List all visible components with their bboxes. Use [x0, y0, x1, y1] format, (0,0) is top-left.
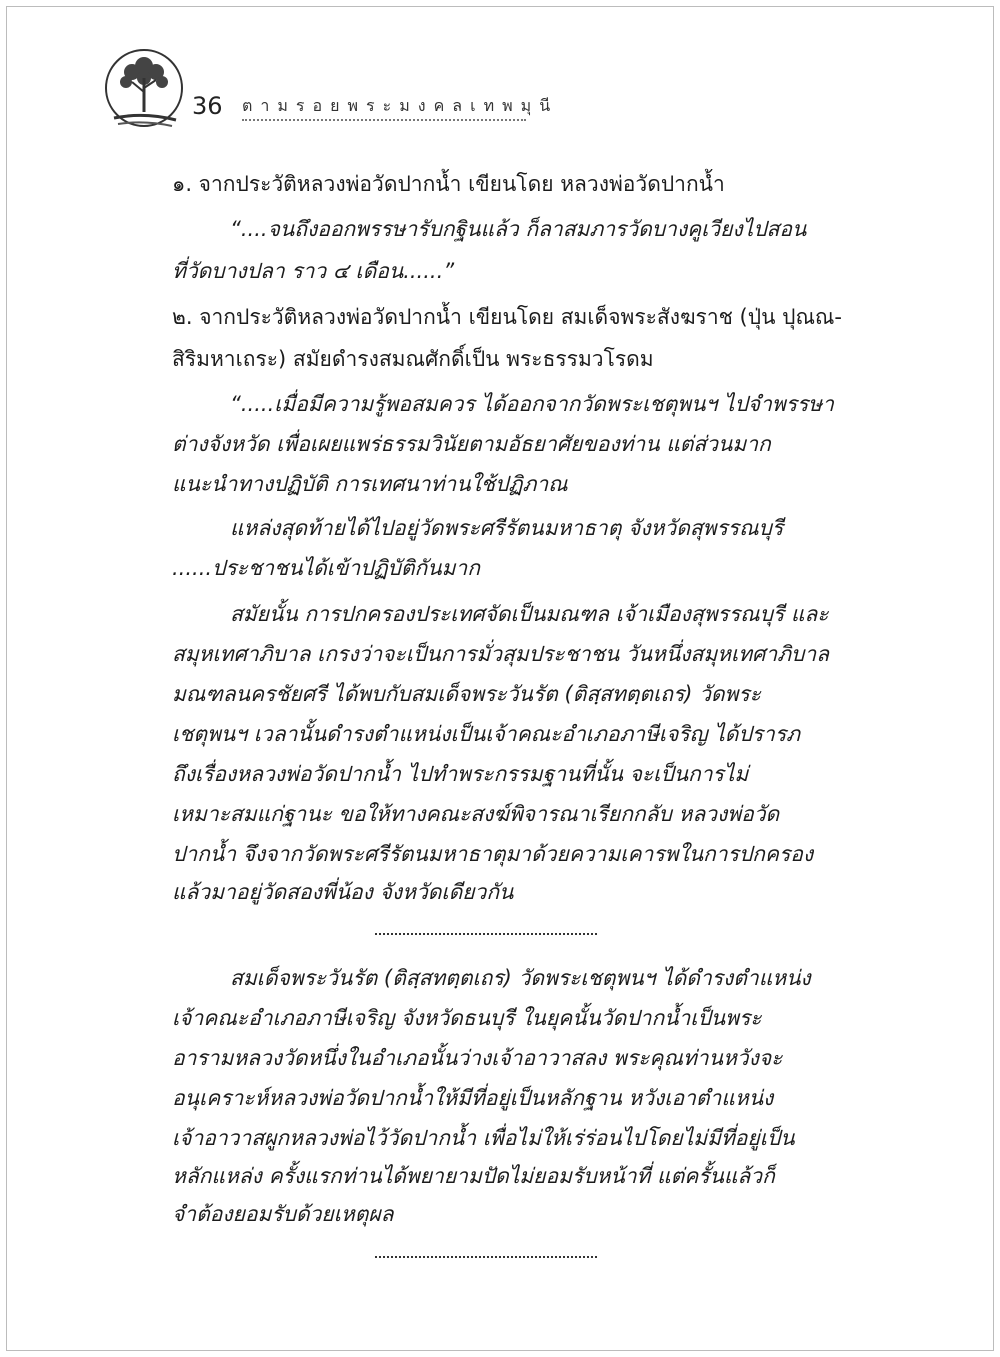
title-dotted-rule: [242, 119, 526, 121]
quote-line: สมุหเทศาภิบาล เกรงว่าจะเป็นการมั่วสุมประชาชน วันหนึ่งสมุหเทศาภิบาล: [172, 642, 829, 666]
book-title: ตามรอยพระมงคลเทพมุนี: [242, 96, 559, 115]
quote-line: ต่างจังหวัด เพื่อเผยแพร่ธรรมวินัยตามอัธยาศัยของท่าน แต่ส่วนมาก: [172, 432, 771, 456]
dotted-separator: [375, 933, 597, 935]
item1-quote-line: “....จนถึงออกพรรษารับกฐินแล้ว ก็ลาสมภารวัดบางคูเวียงไปสอน: [230, 217, 807, 241]
quote-line: แนะนำทางปฏิบัติ การเทศนาท่านใช้ปฏิภาณ: [172, 472, 568, 496]
quote-line: เชตุพนฯ เวลานั้นดำรงตำแหน่งเป็นเจ้าคณะอำเภอภาษีเจริญ ได้ปรารภ: [172, 722, 800, 746]
quote-line: ......ประชาชนได้เข้าปฏิบัติกันมาก: [172, 556, 480, 580]
quote-line: ถึงเรื่องหลวงพ่อวัดปากน้ำ ไปทำพระกรรมฐานที่นั้น จะเป็นการไม่: [172, 762, 749, 786]
quote-line: จำต้องยอมรับด้วยเหตุผล: [172, 1202, 394, 1226]
quote-line: เจ้าอาวาสผูกหลวงพ่อไว้วัดปากน้ำ เพื่อไม่ให้เร่ร่อนไปโดยไม่มีที่อยู่เป็น: [172, 1126, 795, 1150]
item2-heading-line: สิริมหาเถระ) สมัยดำรงสมณศักดิ์เป็น พระธรรมวโรดม: [172, 347, 654, 371]
item1-quote-line: ที่วัดบางปลา ราว ๔ เดือน......”: [172, 259, 455, 283]
quote-line: แหล่งสุดท้ายได้ไปอยู่วัดพระศรีรัตนมหาธาตุ จังหวัดสุพรรณบุรี: [230, 516, 784, 540]
quote-line: อารามหลวงวัดหนึ่งในอำเภอนั้นว่างเจ้าอาวาสลง พระคุณท่านหวังจะ: [172, 1046, 783, 1070]
quote-line: อนุเคราะห์หลวงพ่อวัดปากน้ำให้มีที่อยู่เป็นหลักฐาน หวังเอาตำแหน่ง: [172, 1086, 774, 1110]
quote-line: ปากน้ำ จึงจากวัดพระศรีรัตนมหาธาตุมาด้วยความเคารพในการปกครอง: [172, 842, 814, 866]
quote-line: มณฑลนครชัยศรี ได้พบกับสมเด็จพระวันรัต (ติสฺสทตฺตเถร) วัดพระ: [172, 682, 761, 706]
item2-heading-line: ๒. จากประวัติหลวงพ่อวัดปากน้ำ เขียนโดย สมเด็จพระสังฆราช (ปุ่น ปุณณ-: [172, 305, 842, 329]
item1-heading: ๑. จากประวัติหลวงพ่อวัดปากน้ำ เขียนโดย หลวงพ่อวัดปากน้ำ: [172, 172, 725, 196]
quote-line: แล้วมาอยู่วัดสองพี่น้อง จังหวัดเดียวกัน: [172, 880, 514, 904]
dotted-separator: [375, 1256, 597, 1258]
quote-line: สมเด็จพระวันรัต (ติสฺสทตฺตเถร) วัดพระเชตุพนฯ ได้ดำรงตำแหน่ง: [230, 966, 811, 990]
quote-line: “.....เมื่อมีความรู้พอสมควร ได้ออกจากวัดพระเชตุพนฯ ไปจำพรรษา: [230, 392, 834, 416]
page-number: 36: [192, 92, 223, 120]
quote-line: เหมาะสมแก่ฐานะ ขอให้ทางคณะสงฆ์พิจารณาเรียกกลับ หลวงพ่อวัด: [172, 802, 780, 826]
tree-sun-icon: [100, 42, 188, 138]
quote-line: เจ้าคณะอำเภอภาษีเจริญ จังหวัดธนบุรี ในยุคนั้นวัดปากน้ำเป็นพระ: [172, 1006, 762, 1030]
quote-line: หลักแหล่ง ครั้งแรกท่านได้พยายามปัดไม่ยอมรับหน้าที่ แต่ครั้นแล้วก็: [172, 1164, 775, 1188]
quote-line: สมัยนั้น การปกครองประเทศจัดเป็นมณฑล เจ้าเมืองสุพรรณบุรี และ: [230, 602, 829, 626]
